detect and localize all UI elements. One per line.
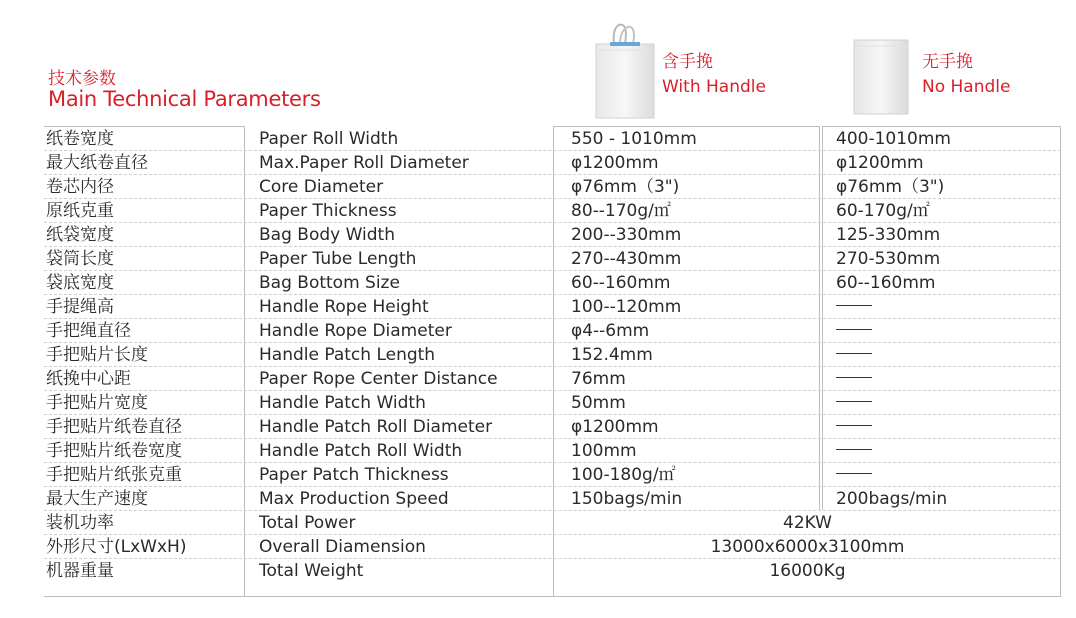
table-row bbox=[44, 295, 1061, 319]
param-name-en: Paper Roll Width bbox=[259, 129, 399, 149]
param-value-shared: 16000Kg bbox=[769, 561, 846, 581]
param-name-en: Handle Rope Diameter bbox=[259, 321, 452, 341]
param-value-no-handle bbox=[836, 343, 1056, 366]
param-name-cn: 手把贴片纸卷直径 bbox=[46, 417, 182, 437]
param-value-with-handle: 100--120mm bbox=[571, 297, 682, 317]
no-handle-header-cn: 无手挽 bbox=[922, 52, 973, 72]
table-row bbox=[44, 415, 1061, 439]
with-handle-header bbox=[662, 50, 766, 100]
param-name-en: Max.Paper Roll Diameter bbox=[259, 153, 469, 173]
param-name-cn: 纸卷宽度 bbox=[46, 129, 114, 149]
param-value-shared: 13000x6000x3100mm bbox=[710, 537, 905, 557]
param-name-en: Overall Diamension bbox=[259, 537, 426, 557]
param-value-no-handle bbox=[836, 367, 1056, 390]
param-value-with-handle: 60--160mm bbox=[571, 273, 671, 293]
param-name-cn: 手把贴片宽度 bbox=[46, 393, 148, 413]
table-row bbox=[44, 199, 1061, 223]
title-english: Main Technical Parameters bbox=[48, 87, 321, 111]
not-applicable-dash bbox=[836, 425, 872, 426]
param-value-with-handle: φ1200mm bbox=[571, 153, 659, 173]
param-name-en: Paper Patch Thickness bbox=[259, 465, 449, 485]
param-value-no-handle bbox=[836, 391, 1056, 414]
param-name-en: Paper Tube Length bbox=[259, 249, 417, 269]
param-value-with-handle: 270--430mm bbox=[571, 249, 682, 269]
param-value-with-handle: 100-180g/㎡ bbox=[571, 465, 676, 485]
table-row bbox=[44, 247, 1061, 271]
param-value-with-handle: φ76mm（3") bbox=[571, 177, 680, 197]
table-row bbox=[44, 127, 1061, 151]
param-name-en: Handle Patch Roll Diameter bbox=[259, 417, 493, 437]
param-name-en: Bag Bottom Size bbox=[259, 273, 400, 293]
table-row bbox=[44, 271, 1061, 295]
param-name-cn: 机器重量 bbox=[46, 561, 114, 581]
param-name-cn: 外形尺寸(LxWxH) bbox=[46, 537, 187, 557]
table-row bbox=[44, 223, 1061, 247]
param-value-no-handle: 400-1010mm bbox=[836, 129, 951, 149]
param-name-cn: 手把贴片纸卷宽度 bbox=[46, 441, 182, 461]
with-handle-header-cn: 含手挽 bbox=[662, 52, 713, 72]
param-value-with-handle: 150bags/min bbox=[571, 489, 683, 509]
param-value-with-handle: 550 - 1010mm bbox=[571, 129, 697, 149]
param-name-cn: 纸挽中心距 bbox=[46, 369, 131, 389]
param-value-no-handle bbox=[836, 415, 1056, 438]
table-row bbox=[44, 319, 1061, 343]
param-value-no-handle bbox=[836, 319, 1056, 342]
table-row bbox=[44, 463, 1061, 487]
not-applicable-dash bbox=[836, 401, 872, 402]
paper-bag-no-handle-image bbox=[852, 38, 912, 118]
param-name-cn: 手把贴片纸张克重 bbox=[46, 465, 182, 485]
param-value-with-handle: 50mm bbox=[571, 393, 626, 413]
param-name-en: Paper Thickness bbox=[259, 201, 397, 221]
table-row bbox=[44, 487, 1061, 511]
param-value-no-handle: 60--160mm bbox=[836, 273, 936, 293]
param-name-en: Handle Rope Height bbox=[259, 297, 429, 317]
param-value-no-handle bbox=[836, 439, 1056, 462]
param-value-no-handle: 60-170g/㎡ bbox=[836, 201, 930, 221]
table-row bbox=[44, 367, 1061, 391]
param-name-en: Max Production Speed bbox=[259, 489, 449, 509]
param-name-en: Total Power bbox=[259, 513, 356, 533]
not-applicable-dash bbox=[836, 377, 872, 378]
not-applicable-dash bbox=[836, 449, 872, 450]
paper-bag-with-handle-image bbox=[594, 20, 656, 120]
table-row bbox=[44, 343, 1061, 367]
table-row bbox=[44, 535, 1061, 559]
param-name-cn: 卷芯内径 bbox=[46, 177, 114, 197]
table-row bbox=[44, 559, 1061, 583]
param-value-with-handle: 100mm bbox=[571, 441, 637, 461]
table-row bbox=[44, 151, 1061, 175]
param-value-no-handle: 200bags/min bbox=[836, 489, 948, 509]
param-value-no-handle: 125-330mm bbox=[836, 225, 941, 245]
title-chinese: 技术参数 bbox=[48, 69, 116, 89]
param-value-with-handle: φ4--6mm bbox=[571, 321, 650, 341]
param-name-cn: 纸袋宽度 bbox=[46, 225, 114, 245]
table-row bbox=[44, 511, 1061, 535]
param-value-shared: 42KW bbox=[783, 513, 832, 533]
param-name-en: Paper Rope Center Distance bbox=[259, 369, 498, 389]
with-handle-header-en: With Handle bbox=[662, 77, 766, 97]
param-value-with-handle: 152.4mm bbox=[571, 345, 653, 365]
table-row bbox=[44, 391, 1061, 415]
param-name-cn: 手把绳直径 bbox=[46, 321, 131, 341]
param-name-en: Handle Patch Length bbox=[259, 345, 436, 365]
param-value-no-handle bbox=[836, 463, 1056, 486]
not-applicable-dash bbox=[836, 305, 872, 306]
param-value-no-handle bbox=[836, 295, 1056, 318]
param-name-cn: 最大生产速度 bbox=[46, 489, 148, 509]
not-applicable-dash bbox=[836, 473, 872, 474]
param-name-en: Handle Patch Width bbox=[259, 393, 426, 413]
param-name-en: Core Diameter bbox=[259, 177, 384, 197]
param-name-cn: 原纸克重 bbox=[46, 201, 114, 221]
param-name-cn: 袋底宽度 bbox=[46, 273, 114, 293]
table-row bbox=[44, 439, 1061, 463]
not-applicable-dash bbox=[836, 329, 872, 330]
param-name-en: Handle Patch Roll Width bbox=[259, 441, 463, 461]
param-value-with-handle: φ1200mm bbox=[571, 417, 659, 437]
param-value-no-handle: 270-530mm bbox=[836, 249, 941, 269]
param-value-with-handle: 200--330mm bbox=[571, 225, 682, 245]
param-name-cn: 袋筒长度 bbox=[46, 249, 114, 269]
param-value-with-handle: 76mm bbox=[571, 369, 626, 389]
param-name-cn: 最大纸卷直径 bbox=[46, 153, 148, 173]
param-name-en: Bag Body Width bbox=[259, 225, 395, 245]
param-name-cn: 手把贴片长度 bbox=[46, 345, 148, 365]
param-name-cn: 手提绳高 bbox=[46, 297, 114, 317]
param-value-no-handle: φ1200mm bbox=[836, 153, 924, 173]
param-value-with-handle: 80--170g/㎡ bbox=[571, 201, 671, 221]
no-handle-header bbox=[922, 50, 1010, 100]
param-name-cn: 装机功率 bbox=[46, 513, 114, 533]
param-name-en: Total Weight bbox=[259, 561, 364, 581]
no-handle-header-en: No Handle bbox=[922, 77, 1011, 97]
param-value-no-handle: φ76mm（3") bbox=[836, 177, 945, 197]
not-applicable-dash bbox=[836, 353, 872, 354]
table-row bbox=[44, 175, 1061, 199]
